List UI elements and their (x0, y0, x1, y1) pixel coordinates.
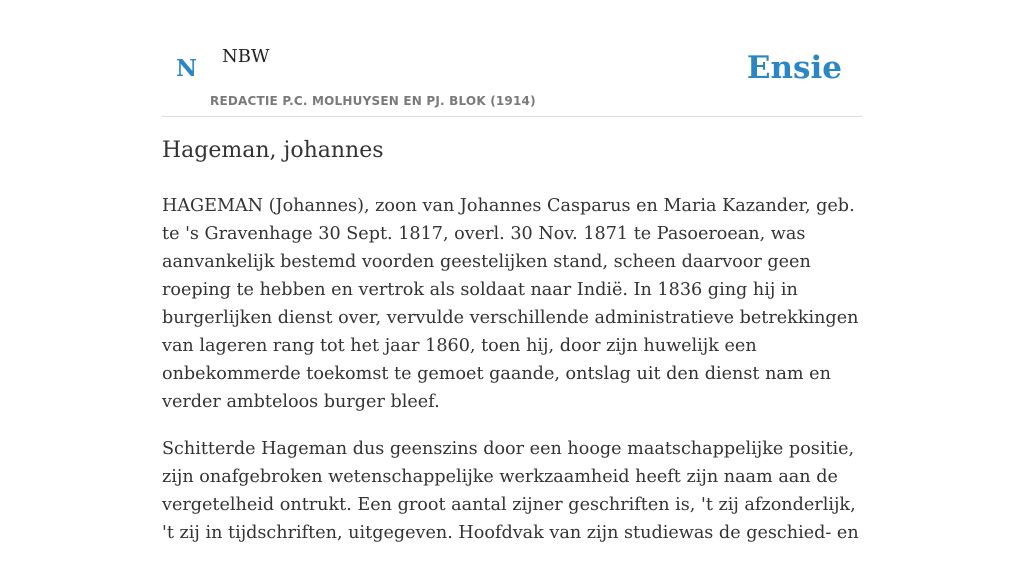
brand-logo-link[interactable]: Ensie (746, 50, 842, 86)
article-paragraph: Schitterde Hageman dus geenszins door een hooge maatschappelijke positie, zijn onafgebroken wetenschappelijke werkzaamheid heeft zijn naam aan de vergetelheid ontrukt. Een groot aantal zijner geschriften is, 't zij afzonderlijk, 't zij in tijdschriften, uitgegeven. Hoofdvak van zijn studiewas de geschied- en (162, 439, 859, 543)
article-body (162, 192, 867, 566)
header (162, 0, 862, 117)
article-title: Hageman, johannes (162, 138, 384, 163)
source-name[interactable]: NBW (222, 46, 270, 67)
source-subtitle: REDACTIE P.C. MOLHUYSEN EN PJ. BLOK (1914) (210, 94, 536, 108)
source-logo[interactable]: N (176, 55, 198, 82)
article-paragraph: HAGEMAN (Johannes), zoon van Johannes Casparus en Maria Kazander, geb. te 's Gravenhage 30 Sept. 1817, overl. 30 Nov. 1871 te Pasoeroean, was aanvankelijk bestemd voorden geestelijken stand, scheen daarvoor geen roeping te hebben en vertrok als soldaat naar Indië. In 1836 ging hij in burgerlijken dienst over, vervulde verschillende administratieve betrekkingen van lageren rang tot het jaar 1860, toen hij, door zijn huwelijk een onbekommerde toekomst te gemoet gaande, ontslag uit den dienst nam en verder ambteloos burger bleef. (162, 196, 859, 412)
